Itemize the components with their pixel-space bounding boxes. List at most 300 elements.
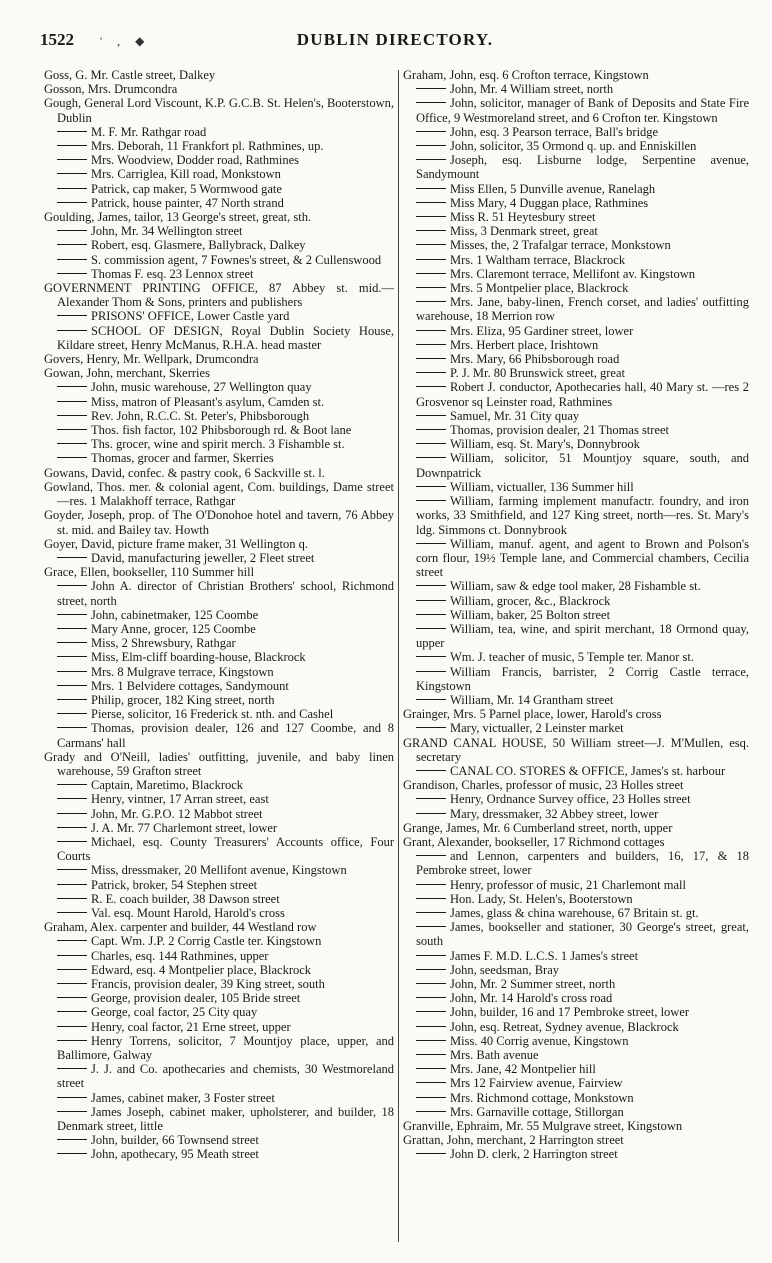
entry-text: John A. director of Christian Brothers' school, Richmond street, north: [57, 579, 394, 608]
entry-text: William, saw & edge tool maker, 28 Fishamble st.: [450, 579, 701, 594]
directory-entry: [403, 423, 749, 437]
entry-text: Wm. J. teacher of music, 5 Temple ter. Manor st.: [450, 650, 694, 665]
entry-text: Miss. 40 Corrig avenue, Kingstown: [450, 1033, 629, 1048]
directory-entry: [403, 125, 749, 139]
ditto-dash: [416, 429, 446, 430]
entry-text: Mrs. Claremont terrace, Mellifont av. Kingstown: [450, 266, 695, 281]
directory-entry: [403, 1062, 749, 1076]
entry-text: George, coal factor, 25 City quay: [91, 1005, 258, 1020]
ditto-dash: [416, 1097, 446, 1098]
entry-text: William, manuf. agent, and agent to Brown and Polson's corn flour, 19½ Temple lane, and Commercial chambers, Cecilia street: [416, 536, 749, 580]
directory-entry: [44, 82, 394, 96]
ditto-dash: [57, 145, 87, 146]
directory-entry: [44, 608, 394, 622]
directory-entry: [44, 551, 394, 565]
ditto-dash: [57, 1026, 87, 1027]
entry-text: Henry, Ordnance Survey office, 23 Holles street: [450, 792, 691, 807]
directory-entry: [44, 182, 394, 196]
directory-entry: [403, 1048, 749, 1062]
directory-entry: [44, 707, 394, 721]
ditto-dash: [416, 1040, 446, 1041]
directory-entry: [403, 238, 749, 252]
directory-entry: [403, 949, 749, 963]
entry-text: James F. M.D. L.C.S. 1 James's street: [450, 948, 639, 963]
ditto-dash: [57, 1040, 87, 1041]
running-head-title: DUBLIN DIRECTORY.: [296, 30, 494, 49]
directory-entry: [403, 380, 749, 408]
ditto-dash: [416, 244, 446, 245]
directory-entry: [44, 934, 394, 948]
ditto-dash: [57, 585, 87, 586]
directory-entry: [44, 139, 394, 153]
directory-entry: [44, 167, 394, 181]
entry-text: John, solicitor, 35 Ormond q. up. and Enniskillen: [450, 139, 697, 154]
entry-text: Miss R. 51 Heytesbury street: [450, 210, 596, 225]
page-number: 1522: [40, 30, 74, 49]
directory-entry: [403, 991, 749, 1005]
directory-entry: [44, 324, 394, 352]
ditto-dash: [416, 997, 446, 998]
directory-entry: [403, 196, 749, 210]
printing-marks: ' , ◆: [100, 34, 151, 48]
directory-entry: [403, 721, 749, 735]
ditto-dash: [57, 188, 87, 189]
entry-text: Mrs. Carriglea, Kill road, Monkstown: [91, 167, 281, 182]
directory-entry: [44, 1034, 394, 1062]
ditto-dash: [416, 216, 446, 217]
ditto-dash: [416, 159, 446, 160]
ditto-dash: [57, 912, 87, 913]
directory-entry: [403, 451, 749, 479]
entry-text: John, esq. Retreat, Sydney avenue, Blackrock: [450, 1019, 679, 1034]
right-column: [403, 68, 749, 1162]
directory-entry: [403, 579, 749, 593]
entry-text: Mrs 12 Fairview avenue, Fairview: [450, 1076, 623, 1091]
entry-text: James Joseph, cabinet maker, upholsterer, and builder, 18 Denmark street, little: [57, 1104, 394, 1134]
ditto-dash: [416, 259, 446, 260]
directory-entry: [44, 281, 394, 309]
entry-text: Miss Mary, 4 Duggan place, Rathmines: [450, 195, 649, 210]
ditto-dash: [416, 926, 446, 927]
entry-text: Gowland, Thos. mer. & colonial agent, Com. buildings, Dame street—res. 1 Malakhoff terrace, Rathgar: [44, 479, 394, 509]
ditto-dash: [416, 600, 446, 601]
directory-entry: [44, 949, 394, 963]
entry-text: P. J. Mr. 80 Brunswick street, great: [450, 366, 625, 381]
ditto-dash: [416, 1111, 446, 1112]
entry-text: Misses, the, 2 Trafalgar terrace, Monkstown: [450, 238, 671, 253]
entry-text: Robert, esq. Glasmere, Ballybrack, Dalkey: [91, 238, 306, 253]
ditto-dash: [57, 656, 87, 657]
directory-entry: [44, 451, 394, 465]
entry-text: John D. clerk, 2 Harrington street: [450, 1147, 618, 1162]
ditto-dash: [416, 330, 446, 331]
entry-text: John, Mr. 14 Harold's cross road: [450, 991, 613, 1006]
directory-entry: [403, 977, 749, 991]
directory-entry: [44, 977, 394, 991]
entry-text: and Lennon, carpenters and builders, 16, 17, & 18 Pembroke street, lower: [416, 849, 749, 878]
directory-entry: [403, 707, 749, 721]
entry-text: GRAND CANAL HOUSE, 50 William street—J. M'Mullen, esq. secretary: [403, 735, 749, 764]
ditto-dash: [416, 301, 446, 302]
directory-entry: [403, 224, 749, 238]
entry-text: Gosson, Mrs. Drumcondra: [44, 82, 178, 97]
entry-text: Mary, victualler, 2 Leinster market: [450, 721, 624, 736]
entry-text: Patrick, broker, 54 Stephen street: [91, 877, 258, 892]
directory-entry: [44, 238, 394, 252]
entry-text: Mrs. Mary, 66 Phibsborough road: [450, 352, 620, 367]
ditto-dash: [57, 386, 87, 387]
ditto-dash: [57, 727, 87, 728]
ditto-dash: [416, 372, 446, 373]
ditto-dash: [57, 784, 87, 785]
directory-entry: [403, 281, 749, 295]
entry-text: John, cabinetmaker, 125 Coombe: [91, 607, 259, 622]
ditto-dash: [416, 1153, 446, 1154]
entry-text: GOVERNMENT PRINTING OFFICE, 87 Abbey st. mid.—Alexander Thom & Sons, printers and publishers: [44, 281, 394, 310]
ditto-dash: [416, 188, 446, 189]
entry-text: Goyer, David, picture frame maker, 31 Wellington q.: [44, 536, 309, 551]
entry-text: William, tea, wine, and spirit merchant, 18 Ormond quay, upper: [416, 621, 749, 651]
entry-text: Robert J. conductor, Apothecaries hall, 40 Mary st. —res 2 Grosvenor sq Leinster road, Rathmines: [416, 380, 749, 409]
entry-text: CANAL CO. STORES & OFFICE, James's st. harbour: [450, 763, 726, 778]
directory-entry: [403, 324, 749, 338]
directory-entry: [403, 295, 749, 323]
directory-entry: [44, 1062, 394, 1090]
directory-entry: [403, 736, 749, 764]
ditto-dash: [57, 1153, 87, 1154]
entry-text: Capt. Wm. J.P. 2 Corrig Castle ter. Kingstown: [91, 934, 322, 949]
directory-entry: [403, 821, 749, 835]
ditto-dash: [416, 884, 446, 885]
ditto-dash: [57, 1011, 87, 1012]
directory-entry: [403, 878, 749, 892]
directory-entry: [44, 1005, 394, 1019]
directory-entry: [403, 537, 749, 580]
directory-entry: [44, 68, 394, 82]
directory-entry: [403, 253, 749, 267]
entry-text: Grady and O'Neill, ladies' outfitting, juvenile, and baby linen warehouse, 59 Grafton street: [44, 749, 394, 778]
directory-entry: [44, 508, 394, 536]
directory-entry: [44, 537, 394, 551]
directory-entry: [403, 1133, 749, 1147]
entry-text: John, Mr. 2 Summer street, north: [450, 977, 616, 991]
ditto-dash: [416, 798, 446, 799]
entry-text: Gowan, John, merchant, Skerries: [44, 366, 210, 381]
directory-entry: [44, 366, 394, 380]
directory-entry: [44, 1105, 394, 1133]
directory-entry: [403, 920, 749, 948]
entry-text: M. F. Mr. Rathgar road: [91, 124, 207, 139]
ditto-dash: [57, 997, 87, 998]
ditto-dash: [57, 642, 87, 643]
entry-text: Thos. fish factor, 102 Phibsborough rd. & Boot lane: [91, 423, 352, 438]
ditto-dash: [57, 401, 87, 402]
directory-entry: [44, 153, 394, 167]
ditto-dash: [57, 969, 87, 970]
directory-entry: [44, 380, 394, 394]
directory-entry: [403, 352, 749, 366]
directory-entry: [44, 1091, 394, 1105]
entry-text: Thomas, grocer and farmer, Skerries: [91, 451, 274, 466]
ditto-dash: [416, 628, 446, 629]
entry-text: R. E. coach builder, 38 Dawson street: [91, 891, 280, 906]
ditto-dash: [416, 443, 446, 444]
directory-entry: [44, 892, 394, 906]
directory-entry: [44, 309, 394, 323]
ditto-dash: [416, 88, 446, 89]
entry-text: Philip, grocer, 182 King street, north: [91, 692, 275, 707]
directory-entry: [403, 1005, 749, 1019]
ditto-dash: [416, 813, 446, 814]
directory-entry: [44, 906, 394, 920]
ditto-dash: [416, 457, 446, 458]
ditto-dash: [57, 202, 87, 203]
directory-entry: [403, 807, 749, 821]
ditto-dash: [416, 1026, 446, 1027]
entry-text: Mrs. Herbert place, Irishtown: [450, 337, 599, 352]
ditto-dash: [57, 884, 87, 885]
ditto-dash: [57, 457, 87, 458]
ditto-dash: [57, 699, 87, 700]
entry-text: Henry, professor of music, 21 Charlemont mall: [450, 877, 686, 892]
entry-text: William, Mr. 14 Grantham street: [450, 692, 614, 707]
entry-text: S. commission agent, 7 Fownes's street, & 2 Cullenswood: [91, 252, 382, 267]
ditto-dash: [416, 969, 446, 970]
directory-entry: [44, 267, 394, 281]
entry-text: Grainger, Mrs. 5 Parnel place, lower, Harold's cross: [403, 707, 662, 722]
directory-entry: [44, 423, 394, 437]
ditto-dash: [57, 614, 87, 615]
directory-entry: [403, 963, 749, 977]
directory-entry: [403, 96, 749, 124]
entry-text: Granville, Ephraim, Mr. 55 Mulgrave street, Kingstown: [403, 1119, 683, 1134]
ditto-dash: [57, 685, 87, 686]
ditto-dash: [416, 614, 446, 615]
directory-entry: [403, 82, 749, 96]
entry-text: William, baker, 25 Bolton street: [450, 607, 611, 622]
entry-text: James, cabinet maker, 3 Foster street: [91, 1090, 275, 1105]
directory-entry: [44, 437, 394, 451]
entry-text: Val. esq. Mount Harold, Harold's cross: [91, 905, 285, 920]
directory-entry: [44, 480, 394, 508]
directory-entry: [44, 693, 394, 707]
entry-text: Captain, Maretimo, Blackrock: [91, 778, 244, 793]
ditto-dash: [57, 940, 87, 941]
entry-text: Goyder, Joseph, prop. of The O'Donohoe hotel and tavern, 76 Abbey st. mid. and Bailey tav. Howth: [44, 508, 394, 537]
ditto-dash: [57, 713, 87, 714]
entry-text: Michael, esq. County Treasurers' Accounts office, Four Courts: [57, 834, 394, 864]
entry-text: Graham, John, esq. 6 Crofton terrace, Kingstown: [403, 68, 649, 82]
entry-text: Miss, 3 Denmark street, great: [450, 224, 598, 239]
column-divider: [398, 70, 399, 1242]
ditto-dash: [57, 1068, 87, 1069]
directory-entry: [403, 338, 749, 352]
directory-entry: [403, 139, 749, 153]
directory-entry: [44, 878, 394, 892]
entry-text: Henry Torrens, solicitor, 7 Mountjoy place, upper, and Ballimore, Galway: [57, 1033, 394, 1063]
entry-text: Thomas, provision dealer, 126 and 127 Coombe, and 8 Carmans' hall: [57, 721, 394, 750]
directory-entry: [44, 565, 394, 579]
directory-entry: [403, 480, 749, 494]
entry-text: Mrs. Richmond cottage, Monkstown: [450, 1090, 634, 1105]
entry-text: John, builder, 16 and 17 Pembroke street, lower: [450, 1005, 690, 1020]
entry-text: Mrs. Bath avenue: [450, 1048, 539, 1063]
entry-text: PRISONS' OFFICE, Lower Castle yard: [91, 309, 290, 324]
entry-text: Mary Anne, grocer, 125 Coombe: [91, 621, 256, 636]
entry-text: Henry, vintner, 17 Arran street, east: [91, 792, 269, 807]
directory-entry: [403, 366, 749, 380]
entry-text: Grattan, John, merchant, 2 Harrington street: [403, 1133, 624, 1148]
entry-text: Joseph, esq. Lisburne lodge, Serpentine avenue, Sandymount: [416, 153, 749, 182]
entry-text: William, victualler, 136 Summer hill: [450, 479, 634, 494]
ditto-dash: [416, 415, 446, 416]
directory-entry: [44, 352, 394, 366]
ditto-dash: [57, 315, 87, 316]
ditto-dash: [57, 798, 87, 799]
ditto-dash: [416, 145, 446, 146]
entry-text: John, music warehouse, 27 Wellington quay: [91, 380, 312, 395]
entry-text: Mrs. Garnaville cottage, Stillorgan: [450, 1104, 624, 1119]
ditto-dash: [416, 1011, 446, 1012]
entry-text: John, seedsman, Bray: [450, 962, 560, 977]
ditto-dash: [416, 671, 446, 672]
ditto-dash: [57, 273, 87, 274]
ditto-dash: [416, 1068, 446, 1069]
directory-entry: [44, 579, 394, 607]
entry-text: Graham, Alex. carpenter and builder, 44 Westland row: [44, 920, 317, 935]
entry-text: John, apothecary, 95 Meath street: [91, 1147, 259, 1162]
entry-text: J. A. Mr. 77 Charlemont street, lower: [91, 820, 278, 835]
ditto-dash: [57, 557, 87, 558]
ditto-dash: [57, 429, 87, 430]
directory-entry: [403, 594, 749, 608]
directory-entry: [403, 1020, 749, 1034]
entry-text: Mrs. Eliza, 95 Gardiner street, lower: [450, 323, 634, 338]
ditto-dash: [416, 656, 446, 657]
directory-entry: [403, 693, 749, 707]
entry-text: William, farming implement manufactr. foundry, and iron works, 33 Smithfield, and 127 King street, north—res. St. Mary's ldg. Simmons ct. Donnybrook: [416, 494, 749, 537]
entry-text: Grandison, Charles, professor of music, 23 Holles street: [403, 778, 684, 793]
ditto-dash: [416, 287, 446, 288]
entry-text: Henry, coal factor, 21 Erne street, upper: [91, 1019, 291, 1034]
entry-text: Grant, Alexander, bookseller, 17 Richmond cottages: [403, 834, 665, 849]
entry-text: James, glass & china warehouse, 67 Britain st. gt.: [450, 905, 699, 920]
directory-entry: [44, 1133, 394, 1147]
entry-text: Govers, Henry, Mr. Wellpark, Drumcondra: [44, 352, 259, 367]
ditto-dash: [57, 415, 87, 416]
ditto-dash: [416, 344, 446, 345]
ditto-dash: [416, 585, 446, 586]
ditto-dash: [416, 912, 446, 913]
directory-entry: [403, 778, 749, 792]
entry-text: Mrs. Jane, 42 Montpelier hill: [450, 1062, 596, 1077]
directory-entry: [403, 665, 749, 693]
entry-text: Miss Ellen, 5 Dunville avenue, Ranelagh: [450, 181, 656, 196]
entry-text: Samuel, Mr. 31 City quay: [450, 408, 580, 423]
entry-text: William Francis, barrister, 2 Corrig Castle terrace, Kingstown: [416, 664, 749, 693]
directory-entry: [44, 210, 394, 224]
entry-text: Mrs. 1 Belvidere cottages, Sandymount: [91, 678, 289, 693]
ditto-dash: [57, 1111, 87, 1112]
entry-text: Grace, Ellen, bookseller, 110 Summer hill: [44, 565, 255, 580]
entry-text: Gowans, David, confec. & pastry cook, 6 Sackville st. l.: [44, 465, 325, 480]
entry-text: William, grocer, &c., Blackrock: [450, 593, 611, 608]
directory-entry: [44, 409, 394, 423]
directory-entry: [44, 792, 394, 806]
directory-entry: [44, 750, 394, 778]
ditto-dash: [416, 955, 446, 956]
directory-entry: [44, 920, 394, 934]
entry-text: John, solicitor, manager of Bank of Deposits and State Fire Office, 9 Westmoreland street, and 6 Crofton ter. Kingstown: [416, 96, 749, 125]
entry-text: Pierse, solicitor, 16 Frederick st. nth. and Cashel: [91, 707, 334, 722]
directory-entry: [44, 224, 394, 238]
directory-entry: [403, 849, 749, 877]
entry-text: Grange, James, Mr. 6 Cumberland street, north, upper: [403, 820, 673, 835]
ditto-dash: [57, 628, 87, 629]
entry-text: Edward, esq. 4 Montpelier place, Blackrock: [91, 962, 312, 977]
ditto-dash: [57, 869, 87, 870]
entry-text: Gough, General Lord Viscount, K.P. G.C.B. St. Helen's, Booterstown, Dublin: [44, 96, 394, 125]
ditto-dash: [57, 259, 87, 260]
ditto-dash: [416, 898, 446, 899]
entry-text: Mrs. 8 Mulgrave terrace, Kingstown: [91, 664, 274, 679]
directory-entry: [44, 125, 394, 139]
directory-entry: [44, 665, 394, 679]
entry-text: James, bookseller and stationer, 30 George's street, great, south: [416, 920, 749, 949]
directory-entry: [44, 963, 394, 977]
ditto-dash: [416, 983, 446, 984]
ditto-dash: [57, 898, 87, 899]
ditto-dash: [57, 841, 87, 842]
entry-text: Mrs. 5 Montpelier place, Blackrock: [450, 281, 629, 296]
entry-text: Goss, G. Mr. Castle street, Dalkey: [44, 68, 216, 82]
ditto-dash: [57, 671, 87, 672]
entry-text: John, Mr. 4 William street, north: [450, 82, 614, 97]
directory-entry: [44, 821, 394, 835]
entry-text: William, esq. St. Mary's, Donnybrook: [450, 437, 640, 452]
ditto-dash: [57, 330, 87, 331]
directory-entry: [44, 1147, 394, 1161]
ditto-dash: [416, 273, 446, 274]
entry-text: Miss, 2 Shrewsbury, Rathgar: [91, 636, 236, 651]
entry-text: Mrs. Jane, baby-linen, French corset, and ladies' outfitting warehouse, 18 Merrion row: [416, 295, 749, 324]
entry-text: John, Mr. 34 Wellington street: [91, 224, 243, 239]
ditto-dash: [416, 500, 446, 501]
ditto-dash: [57, 244, 87, 245]
entry-text: Miss, Elm-cliff boarding-house, Blackrock: [91, 650, 306, 665]
ditto-dash: [416, 386, 446, 387]
entry-text: J. J. and Co. apothecaries and chemists, 30 Westmoreland street: [57, 1062, 394, 1091]
directory-entry: [44, 466, 394, 480]
ditto-dash: [416, 770, 446, 771]
directory-entry: [403, 608, 749, 622]
directory-entry: [403, 792, 749, 806]
ditto-dash: [57, 955, 87, 956]
ditto-dash: [416, 855, 446, 856]
entry-text: Mrs. Woodview, Dodder road, Rathmines: [91, 153, 299, 168]
ditto-dash: [416, 699, 446, 700]
ditto-dash: [57, 230, 87, 231]
ditto-dash: [416, 230, 446, 231]
directory-entry: [44, 96, 394, 124]
ditto-dash: [416, 102, 446, 103]
ditto-dash: [57, 173, 87, 174]
page-header: [40, 30, 750, 52]
directory-entry: [403, 892, 749, 906]
directory-entry: [403, 906, 749, 920]
directory-entry: [403, 1147, 749, 1161]
ditto-dash: [57, 813, 87, 814]
